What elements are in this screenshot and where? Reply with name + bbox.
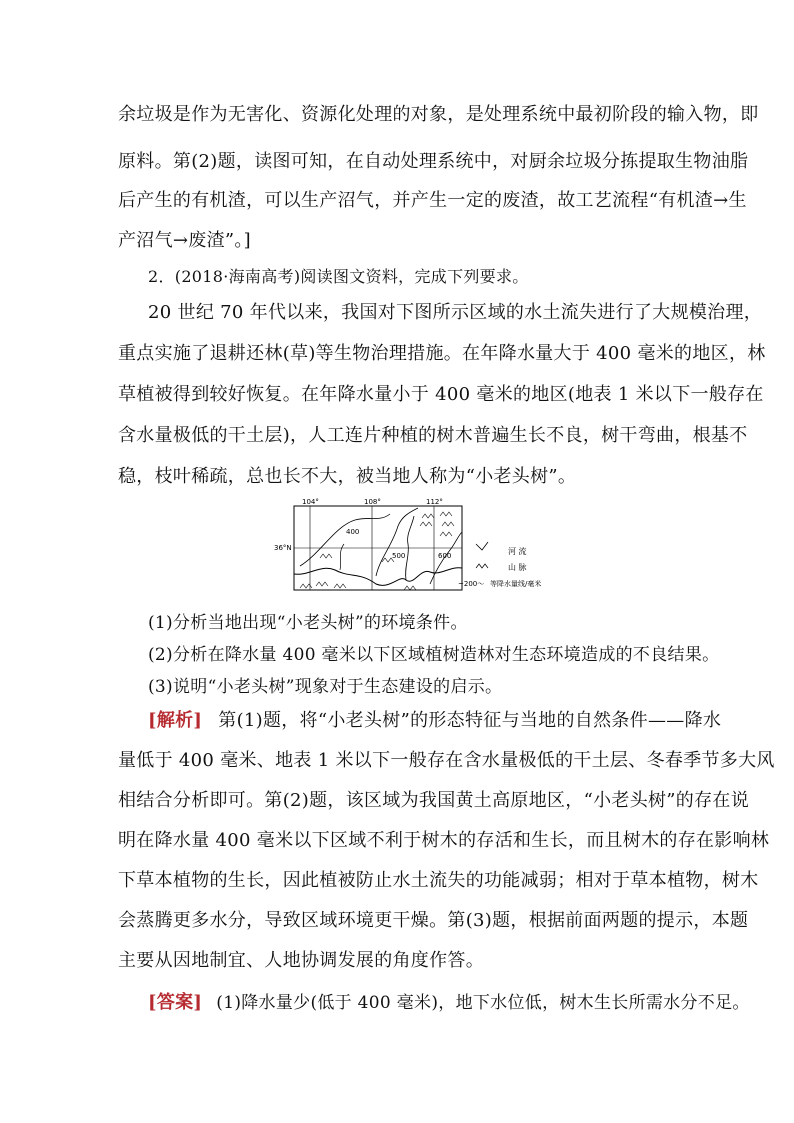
lon-label-108: 108° (364, 498, 381, 506)
lon-label-112: 112° (426, 498, 443, 506)
legend-isohyet-label: 等降水量线/毫米 (490, 580, 542, 588)
analysis-tag: [解析] (148, 710, 203, 731)
lat-label-36n: 36°N (274, 544, 292, 552)
isohyet-400 (300, 514, 390, 566)
intro-line-3: 后产生的有机渣，可以生产沼气，并产生一定的废渣，故工艺流程“有机渣→生 (118, 190, 747, 211)
analysis-line-1 (148, 706, 721, 732)
legend-river-label: 河 流 (508, 547, 527, 556)
analysis-line-2: 量低于 400 毫米、地表 1 米以下一般存在含水量极低的干土层、冬春季节多大风 (118, 750, 775, 771)
isohyet-500-label: 500 (392, 552, 406, 560)
map-svg (274, 496, 590, 596)
mountain-symbols (300, 512, 454, 590)
legend-mountain-icon (476, 564, 488, 568)
analysis-text-1: 第(1)题，将“小老头树”的形态特征与当地的自然条件——降水 (218, 710, 722, 731)
question-2-title: 2．(2018·海南高考)阅读图文资料，完成下列要求。 (148, 267, 529, 286)
sub-question-3: (3)说明“小老头树”现象对于生态建设的启示。 (148, 677, 503, 697)
isohyet-500 (376, 508, 418, 576)
legend-isohyet-value: ~200～ (458, 580, 485, 588)
answer-text-1: (1)降水量少(低于 400 毫米)，地下水位低，树木生长所需水分不足。 (216, 993, 750, 1013)
analysis-line-5: 下草本植物的生长，因此植被防止水土流失的功能减弱；相对于草本植物，树木 (118, 870, 759, 891)
analysis-line-4: 明在降水量 400 毫米以下区域不利于树木的存活和生长，而且树木的存在影响林 (118, 830, 770, 851)
legend-river-icon (476, 542, 488, 550)
sub-question-1: (1)分析当地出现“小老头树”的环境条件。 (148, 613, 468, 633)
passage-line-2: 重点实施了退耕还林(草)等生物治理措施。在年降水量大于 400 毫米的地区，林 (118, 343, 766, 364)
region-map (274, 496, 590, 596)
lon-label-104: 104° (302, 498, 319, 506)
analysis-line-6: 会蒸腾更多水分，导致区域环境更干燥。第(3)题，根据前面两题的提示，本题 (118, 910, 749, 931)
analysis-line-7: 主要从因地制宜、人地协调发展的角度作答。 (118, 950, 484, 971)
passage-line-5: 稳，枝叶稀疏，总也长不大，被当地人称为“小老头树”。 (118, 466, 577, 487)
answer-tag: [答案] (148, 992, 203, 1013)
legend-mountain-label: 山 脉 (508, 563, 527, 572)
passage-line-3: 草植被得到较好恢复。在年降水量小于 400 毫米的地区(地表 1 米以下一般存在 (118, 384, 764, 405)
analysis-line-3: 相结合分析即可。第(2)题，该区域为我国黄土高原地区，“小老头树”的存在说 (118, 790, 749, 811)
intro-line-4: 产沼气→废渣”。] (118, 230, 252, 251)
isohyet-400-label: 400 (346, 528, 360, 536)
map-legend (458, 542, 541, 588)
sub-question-2: (2)分析在降水量 400 毫米以下区域植树造林对生态环境造成的不良结果。 (148, 645, 720, 665)
intro-line-1: 余垃圾是作为无害化、资源化处理的对象，是处理系统中最初阶段的输入物，即 (118, 104, 759, 125)
intro-line-2: 原料。第(2)题，读图可知，在自动处理系统中，对厨余垃圾分拣提取生物油脂 (118, 151, 749, 172)
isohyet-600-label: 600 (438, 552, 452, 560)
passage-line-1: 20 世纪 70 年代以来，我国对下图所示区域的水土流失进行了大规模治理， (148, 302, 763, 323)
answer-line-1 (148, 988, 750, 1014)
passage-line-4: 含水量极低的干土层)，人工连片种植的树木普遍生长不良，树干弯曲，根基不 (118, 425, 748, 446)
